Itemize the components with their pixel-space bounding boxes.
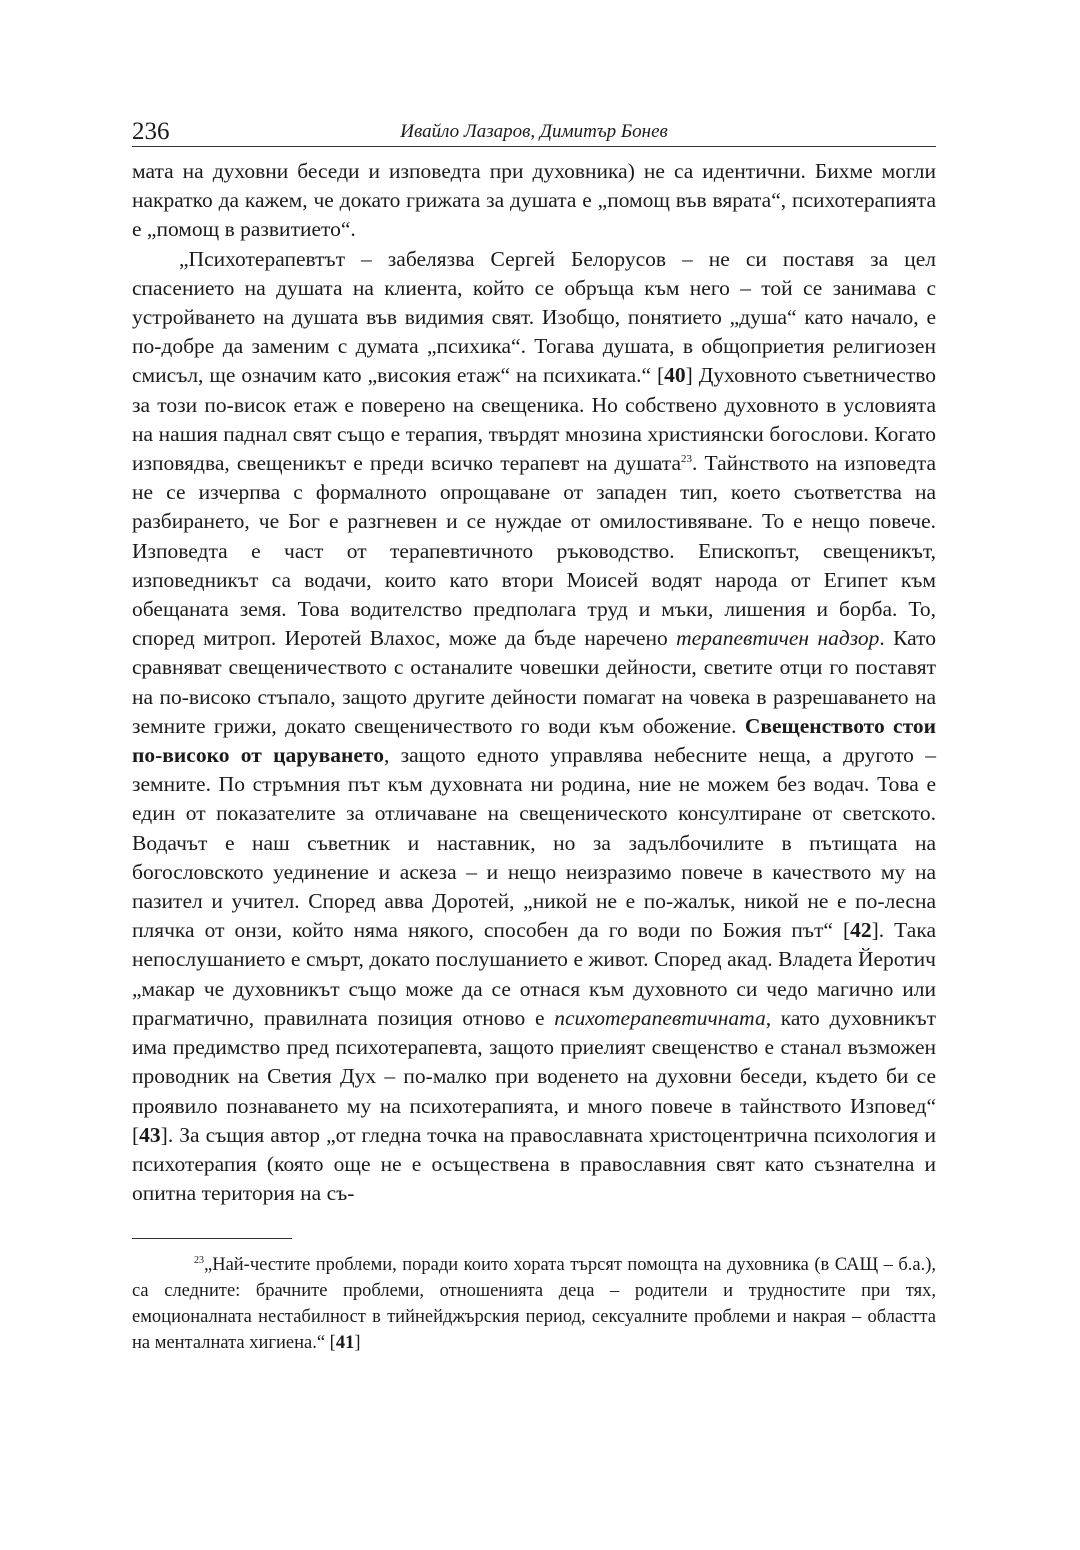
citation-ref: 41 [335, 1332, 355, 1353]
paragraph-text: . Тайнството на изповедта не се изчерпва с формалното опрощаване от западен тип, което съответства на разбирането, че Бог е разгневен и се нуждае от омилостивяване. То е нещо повече. Изповедта е част от терапевтичното ръководство. Епископът, свещеникът, изповедникът са водачи, които като втори Моисей водят народа от Египет към обещаната земя. Това водителство предполага труд и мъки, лишения и борба. То, според митроп. Иеротей Влахос, може да бъде наречено [132, 451, 936, 651]
paragraph-text: ]. За същия автор „от гледна точка на православната христоцентрична психология и психотерапия (която още не е осъществена в православния свят като съзнателна и опитна територия на съ- [132, 1122, 936, 1206]
footnote-text: ] [354, 1332, 361, 1353]
paragraph [132, 245, 936, 1209]
paragraph [132, 157, 936, 245]
footnote [132, 1253, 936, 1356]
citation-ref: 40 [664, 363, 686, 388]
footnote-number: 23 [194, 1255, 204, 1267]
footnote-ref: 23 [681, 452, 692, 465]
paragraph-text: мата на духовни беседи и изповедта при духовника) не са идентични. Бихме могли накратко да кажем, че докато грижата за душата е „помощ във вярата“, психотерапията е „помощ в развитието“. [132, 159, 936, 242]
footnote-text: „Най-честите проблеми, поради които хората търсят помощта на духовника (в САЩ – б.а.), са следните: брачните проблеми, отношенията деца – родители и трудностите при тях, емоционалната нестабилност в тийнейджърския период, сексуалните проблеми и накрая – областта на менталната хигиена.“ [ [132, 1255, 936, 1353]
paragraph-text: , защото едното управлява небесните неща, а другото – земните. По стръмния път към духовната ни родина, ние не можем без водач. Това е един от показателите за отличаване на свещеническото консултиране от светското. Водачът е наш съветник и наставник, но за задълбочилите в пътищата на богословското уединение и аскеза – и нещо неизразимо повече в качеството му на пазител и учител. Според авва Доротей, „никой не е по-жалък, никой не е по-лесна плячка от онзи, който няма някого, способен да го води по Божия път“ [ [132, 743, 936, 943]
paragraph-text: , като духовникът има предимство пред психотерапевта, защото приелият свещенство е станал възможен проводник на Светия Дух – по-малко при воденето на духовни беседи, където би се проявило познаването му на психотерапията, и много повече в тайнството Изповед“ [ [132, 1005, 936, 1147]
body-text [132, 157, 936, 1208]
paragraph-text: „Психотерапевтът – забелязва Сергей Белорусов – не си поставя за цел спасението на душата на клиента, който се обръща към него – той се занимава с устройването на душата във видимия свят. Изобщо, понятието „душа“ като начало, е по-добре да заменим с думата „психика“. Тогава душата, в общоприетия религиозен смисъл, ще означим като „високия етаж“ на психиката.“ [ [132, 246, 936, 388]
italic-term: терапевтичен надзор [676, 626, 880, 651]
running-head [132, 112, 936, 147]
citation-ref: 43 [139, 1122, 161, 1147]
citation-ref: 42 [850, 918, 872, 943]
footnote-divider [132, 1238, 292, 1239]
page-number: 236 [132, 118, 170, 145]
paragraph-text: ] Духовното съветничество за този по-висок етаж е поверено на свещеника. Но собствено духовното в условията на нашия паднал свят също е терапия, твърдят мнозина християнски богослови. Когато изповядва, свещеникът е преди всичко терапевт на душата [132, 363, 936, 476]
paragraph-text: ]. Така непослушанието е смърт, докато послушанието е живот. Според акад. Владета Йеротич „макар че духовникът също може да се отнася към духовното си чедо магично или прагматично, правилната позиция отново е [132, 918, 936, 1030]
running-head-authors: Ивайло Лазаров, Димитър Бонев [400, 121, 668, 142]
bold-statement: Свещенството стои по-високо от царуването [132, 713, 936, 768]
paragraph-text: . Като сравняват свещеничеството с останалите човешки дейности, светите отци го поставят на по-високо стъпало, защото другите дейности помагат на човека в разрешаването на земните грижи, докато свещеничеството го води към обожение. [132, 626, 936, 738]
page [132, 112, 936, 1375]
italic-term: психотерапевтичната [554, 1005, 766, 1030]
